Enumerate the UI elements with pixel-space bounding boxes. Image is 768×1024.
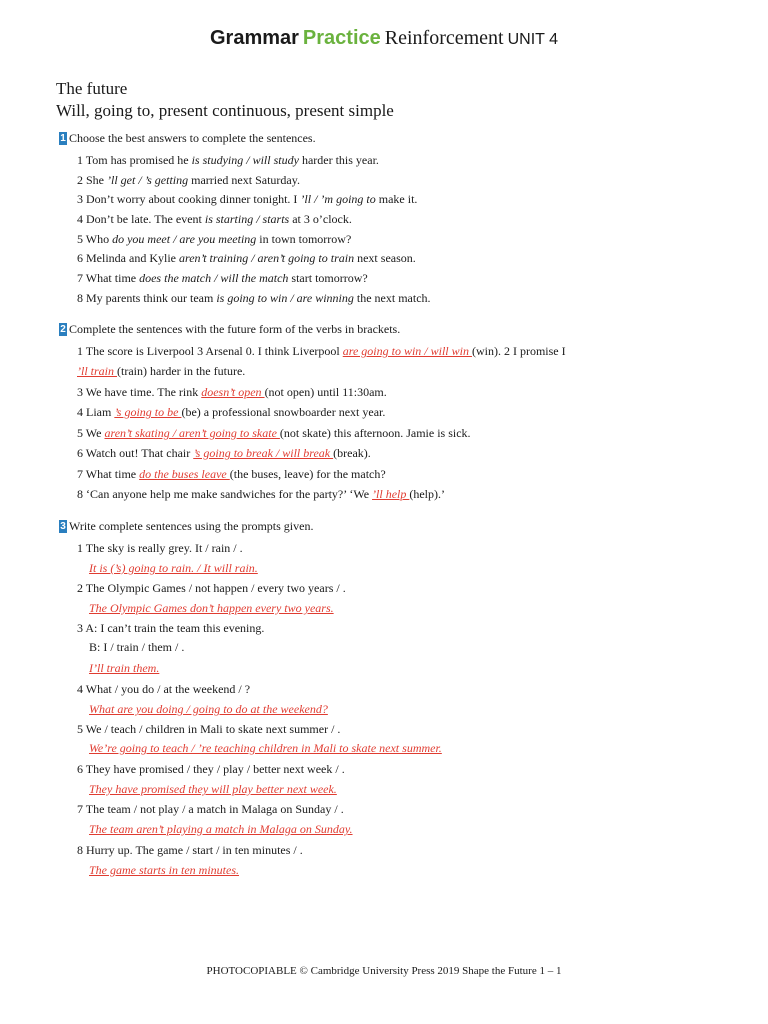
- exercise-2-item: 4 Liam ’s going to be (be) a professional snowboarder next year.: [77, 405, 386, 419]
- page-footer: PHOTOCOPIABLE © Cambridge University Press 2019 Shape the Future 1 – 1: [206, 965, 562, 977]
- prompt-text: 2 The Olympic Games / not happen / every two years / .: [77, 581, 346, 595]
- answer-text: ’ll help: [372, 487, 410, 501]
- header-practice: Practice: [302, 27, 381, 49]
- exercise-2-item: 3 We have time. The rink doesn’t open (not open) until 11:30am.: [77, 385, 387, 399]
- exercise-2-item: ’ll train (train) harder in the future.: [77, 364, 246, 378]
- exercise-2-item: 7 What time do the buses leave (the buses, leave) for the match?: [77, 467, 386, 481]
- prompt-text: 6 They have promised / they / play / better next week / .: [77, 762, 345, 776]
- exercise-1-heading: [59, 131, 316, 146]
- prompt-text: 4 What / you do / at the weekend / ?: [77, 682, 251, 696]
- exercise-1-item: 8 My parents think our team is going to win / are winning the next match.: [77, 291, 431, 305]
- exercise-1-item: 6 Melinda and Kylie aren’t training / aren’t going to train next season.: [77, 251, 416, 265]
- exercise-number: 2: [60, 324, 66, 335]
- prompt-text: 3 A: I can’t train the team this evening.: [77, 621, 265, 635]
- page-header: [0, 27, 768, 50]
- answer-text: The Olympic Games don’t happen every two years.: [89, 601, 334, 615]
- exercise-2-heading: [59, 322, 400, 337]
- answer-text: doesn’t open: [201, 385, 265, 399]
- header-reinforcement: Reinforcement: [384, 27, 504, 49]
- header-unit: UNIT 4: [507, 31, 558, 48]
- prompt-text: 1 The sky is really grey. It / rain / .: [77, 541, 243, 555]
- page-subtitle: Will, going to, present continuous, present simple: [56, 101, 394, 120]
- exercise-2-item: 1 The score is Liverpool 3 Arsenal 0. I think Liverpool are going to win / will win (win). 2 I promise I: [77, 344, 566, 358]
- answer-text: I’ll train them.: [89, 661, 160, 675]
- exercise-number: 3: [60, 521, 66, 532]
- exercise-2-item: 5 We aren’t skating / aren’t going to skate (not skate) this afternoon. Jamie is sick.: [77, 426, 471, 440]
- answer-text: ’s going to break / will break: [193, 446, 334, 460]
- exercise-3-heading: [59, 519, 313, 534]
- exercise-1-item: 1 Tom has promised he is studying / will study harder this year.: [77, 153, 379, 167]
- exercise-1-item: 3 Don’t worry about cooking dinner tonight. I ’ll / ’m going to make it.: [77, 192, 418, 206]
- page-title: The future: [56, 79, 128, 98]
- prompt-text: 5 We / teach / children in Mali to skate next summer / .: [77, 722, 341, 736]
- answer-text: ’s going to be: [114, 405, 182, 419]
- exercise-2-item: 8 ‘Can anyone help me make sandwiches for the party?’ ‘We ’ll help (help).’: [77, 487, 446, 501]
- exercise-instruction: Choose the best answers to complete the sentences.: [69, 131, 316, 145]
- exercise-2-item: 6 Watch out! That chair ’s going to break / will break (break).: [77, 446, 371, 460]
- answer-text: aren’t skating / aren’t going to skate: [104, 426, 280, 440]
- prompt-text: B: I / train / them / .: [89, 640, 185, 654]
- answer-text: are going to win / will win: [342, 344, 472, 358]
- exercise-1-item: 2 She ’ll get / ’s getting married next Saturday.: [77, 173, 300, 187]
- exercise-instruction: Write complete sentences using the prompts given.: [69, 519, 314, 533]
- exercise-number: 1: [60, 133, 66, 144]
- exercise-instruction: Complete the sentences with the future form of the verbs in brackets.: [69, 322, 401, 336]
- answer-text: We’re going to teach / ’re teaching children in Mali to skate next summer.: [89, 741, 442, 755]
- answer-text: do the buses leave: [139, 467, 230, 481]
- answer-text: ’ll train: [77, 364, 118, 378]
- answer-text: The game starts in ten minutes.: [89, 863, 239, 877]
- prompt-text: 8 Hurry up. The game / start / in ten minutes / .: [77, 843, 303, 857]
- exercise-1-item: 4 Don’t be late. The event is starting / starts at 3 o’clock.: [77, 212, 352, 226]
- exercise-1-item: 7 What time does the match / will the match start tomorrow?: [77, 271, 368, 285]
- answer-text: The team aren’t playing a match in Malaga on Sunday.: [89, 822, 353, 836]
- answer-text: They have promised they will play better next week.: [89, 782, 337, 796]
- answer-text: What are you doing / going to do at the weekend?: [89, 702, 328, 716]
- prompt-text: 7 The team / not play / a match in Malaga on Sunday / .: [77, 802, 344, 816]
- exercise-1-item: 5 Who do you meet / are you meeting in town tomorrow?: [77, 232, 352, 246]
- answer-text: It is (’s) going to rain. / It will rain.: [89, 561, 258, 575]
- header-grammar: Grammar: [209, 27, 299, 49]
